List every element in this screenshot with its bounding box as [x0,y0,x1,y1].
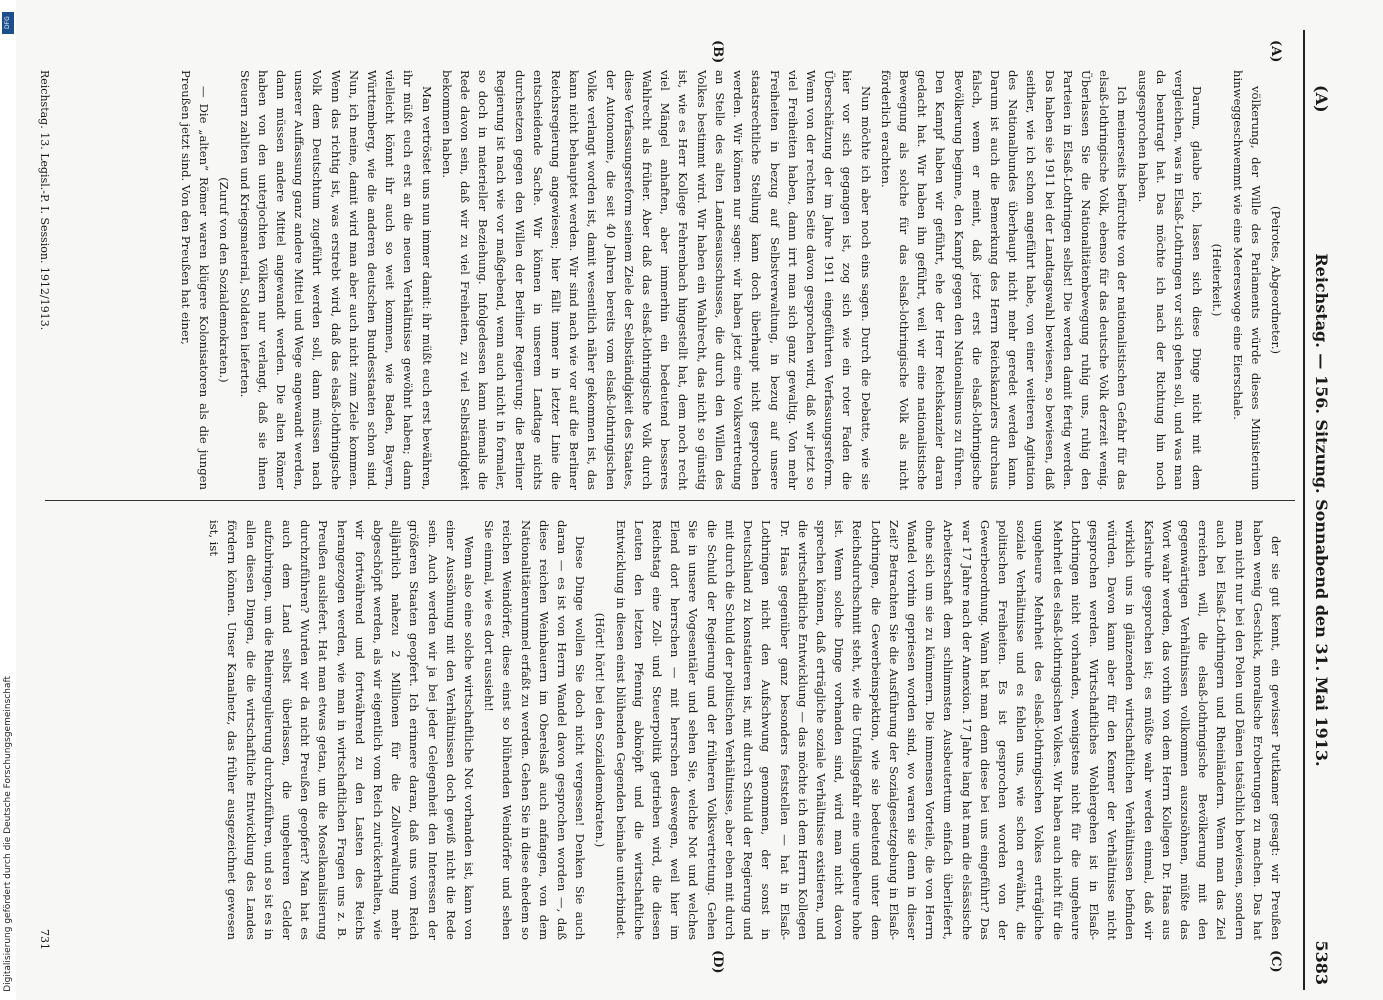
paragraph: Wenn also eine solche wirtschaftliche Not vorhanden ist, kann von einer Aussöhnung mit den Verhältnissen doch gewiß nicht die Rede sein. Auch werden wir ja bei jeder Gelegenheit den Interessen der größeren Staaten geopfert. Ich erinnere daran, daß uns vom Reich alljährlich nahezu 2 Millionen für die Zollverwaltung mehr abgeschöpft werden, als wir eigentlich vom Reich zurückerhalten, wie wir fortwährend und fortwährend zu den Lasten des Reichs herangezogen werden, wie man in wirtschaftlichen Fragen uns z. B. Preußen ausliefert. Hat man etwas getan, um die Moselkanalisierung durchzuführen? Wurden wir da nicht Preußen geopfert? Man hat es auch dem Land selbst überlassen, die ungeheuren Gelder aufzubringen, um die Rheinregulierung durchzuführen, und so ist es in allen diesen Dingen, die die wirtschaftliche Entwicklung des Landes fördern können. Unser Kanalnetz, das früher ausgezeichnet gewesen ist, ist [207,520,477,940]
dfg-logo: DFG [2,12,14,34]
paragraph: der sie gut kennt, ein gewisser Puttkamer gesagt: wir Preußen haben wenig Geschick, moralische Eroberungen zu machen. Das hat man nicht nur bei den Polen und Dänen tatsächlich bewiesen, sondern auch bei Elsaß-Lothringern und Rheinländern. Wenn man das Ziel erreichen will, die elsaß-lothringische Bevölkerung mit den gegenwärtigen Verhältnissen vollkommen auszusöhnen, müßte das Wort wahr werden, das vorhin von dem Herrn Kollegen Dr. Haas aus Karlsruhe gesprochen ist; es müßte wahr werden einmal, daß wir wirklich uns in glänzenden wirtschaftlichen Verhältnissen befinden würden. Davon kann aber für den Kenner der Verhältnisse nicht gesprochen werden. Wirtschaftliches Wohlergehen ist in Elsaß-Lothringen nicht vorhanden, wenigstens nicht für die ungeheure Mehrheit des elsaß-lothringischen Volkes. Wir haben auch nicht für die ungeheure Mehrheit des elsaß-lothringischen Volkes erträgliche soziale Verhältnisse und es fehlen uns, wie schon erwähnt, die politischen Freiheiten. Es ist gesprochen worden von der Gewerbeordnung. Wann hat man denn diese bei uns eingeführt? Das war 17 Jahre nach der Annexion. 17 Jahre lang hat man die elsässische Arbeiterschaft dem schlimmsten Ausbeutertum einfach überliefert, ohne sich um sie zu kümmern. Die immensen Vorteile, die von Herrn Wandel vorhin gepriesen worden sind, wo waren sie denn in dieser Zeit? Betrachten Sie die Ausführung der Sozialgesetzgebung in Elsaß-Lothringen, die Gewerbeinspektion, wie sie bedeutend unter dem Reichsdurchschnitt steht, wie die Unfallsgefahr eine ungeheure hohe ist. Wenn solche Dinge vorhanden sind, wird man nicht davon sprechen können, daß erträgliche soziale Verhältnisse existieren, und die wirtschaftliche Entwicklung — das möchte ich dem Herrn Kollegen Dr. Haas gegenüber ganz besonders feststellen — hat in Elsaß-Lothringen nicht den Aufschwung genommen, der sonst in Deutschland zu konstatieren ist, mit durch Schuld der Regierung und mit durch die Schuld der politischen Verhältnisse, aber eben mit durch die Schuld der Regierung und der früheren Volksvertretung. Gehen Sie in unsere Vogesentäler und sehen Sie, welche Not und welches Elend dort herrschen — mit herrschen deswegen, weil hier im Reichstag eine Zoll- und Steuerpolitik getrieben wird, die diesen Leuten den letzten Pfennig abknöpft und die wirtschaftliche Entwicklung in diesen einst blühenden Gegenden beinahe unterbindet. [613,520,1283,940]
folio-number: 731 [38,929,51,950]
right-column [55,520,1285,940]
margin-marker-d: (D) [710,950,725,974]
speaker-label: (Peirotes, Abgeordneter.) [1269,205,1283,355]
paragraph: völkerung, der Wille des Parlaments würde dieses Ministerium hinweggeschwemmt wie eine Meereswoge eine Eierschale. [1230,70,1263,490]
page-header [1303,30,1345,990]
column-divider [45,500,1295,501]
margin-marker-b: (B) [710,40,725,64]
session-reference: Reichstag. 13. Legisl.-P. I. Session. 1912/1913. [38,70,51,331]
margin-marker-c: (C) [1268,950,1283,973]
paragraph: — Die „alten“ Römer waren klügere Kolonisatoren als die jungen Preußen jetzt sind. Von den Preußen hat einer, [179,70,212,490]
interjection: (Zuruf von den Sozialdemokraten.) [217,177,232,383]
margin-marker-a: (A) [1268,40,1283,63]
paragraph: Diese Dinge wollen Sie doch nicht vergessen! Denken Sie auch daran — es ist von Herrn Wandel davon gesprochen worden —, daß diese reichen Weinbauern im Oberelsaß auch anfangen, von dem Nationalitätenrummel erfaßt zu werden. Gehen Sie in diese ehedem so reichen Weindörfer, diese einst so blühenden Weindörfer und sehen Sie einmal, wie es dort aussieht! [482,520,588,940]
header-title: Reichstag. — 156. Sitzung. Sonnabend den 31. Mai 1913. [1312,253,1331,767]
paragraph: Darum, glaube ich, lassen sich diese Dinge nicht mit dem vergleichen, was in Elsaß-Lothringen vor sich gehen soll, und was man da beantragt hat. Das möchte ich nach der Richtung hin noch ausgesprochen haben. [1135,70,1205,490]
paragraph: Nun möchte ich aber noch eins sagen. Durch die Debatte, wie sie hier vor sich gegangen ist, zog sich wie ein roter Faden die Überschätzung der im Jahre 1911 eingeführten Verfassungsreform. Wenn von der rechten Seite davon gesprochen wird, daß wir jetzt so viel Freiheiten haben, dann irrt man sich ganz gewaltig. Von mehr Freiheiten in bezug auf Selbstverwaltung, in bezug auf unsere staatsrechtliche Stellung kann doch überhaupt nicht gesprochen werden. Wir können nur sagen: wir haben jetzt eine Volksvertretung an Stelle des alten Landesausschusses, die durch den Willen des Volkes bestimmt wird. Wir haben ein Wahlrecht, das nicht so günstig ist, wie es Herr Kollege Fehrenbach hingestellt hat, dem noch recht viel Mängel anhaften, aber immerhin ein bedeutend besseres Wahlrecht als früher. Aber daß das elsaß-lothringische Volk durch diese Verfassungsreform seinem Ziele der Selbständigkeit des Staates, der Autonomie, die seit 40 Jahren bereits vom elsaß-lothringischen Volke verlangt worden ist, damit wesentlich näher gekommen ist, das kann nicht behauptet werden. Wir sind nach wie vor auf die Berliner Reichsregierung angewiesen; hier fällt immer in letzter Linie die entscheidende Sache. Wir können in unserem Landtage nichts durchsetzen gegen den Willen der Berliner Regierung; die Berliner Regierung ist nach wie vor maßgebend, wenn auch nicht in formaler, so doch in materieller Beziehung. Infolgedessen kann niemals die Rede davon sein, daß wir zu viel Freiheiten, zu viel Selbständigkeit bekommen haben. [439,70,873,490]
left-column [55,70,1285,490]
digitization-credit: Digitalisierung gefördert durch die Deutsche Forschungsgemeinschaft [3,676,13,992]
interjection: (Hört! hört! bei den Sozialdemokraten.) [593,612,608,848]
rotated-page [5,30,1345,990]
page-number: 5383 [1312,940,1331,985]
paragraph: Ich meinerseits befürchte von der nationalistischen Gefahr für das elsaß-lothringische Volk, ebenso für das deutsche Volk derzeit wenig. Überlassen Sie die Nationalitätenbewegung ruhig uns, ruhig den Parteien in Elsaß-Lothringen selbst! Die werden damit fertig werden. Das haben sie 1911 bei der Landtagswahl bewiesen, so bewiesen, daß seither, wie ich schon angeführt habe, von einer weiteren Agitation des Nationalbundes überhaupt nicht mehr geredet werden kann. Darum ist auch die Bemerkung des Herrn Reichskanzlers durchaus falsch, wenn er meint, daß jetzt erst die elsaß-lothringische Bevölkerung beginne, den Kampf gegen den Nationalismus zu führen. Den Kampf haben wir geführt, ehe der Herr Reichskanzler daran gedacht hat. Wir haben ihn geführt, weil wir eine nationalistische Bewegung als solche für das elsaß-lothringische Volk als nicht förderlich erachten. [878,70,1130,490]
header-marker: (A) [1312,85,1331,113]
paragraph: Man vertröstet uns nun immer damit: ihr müßt euch erst bewähren, ihr müßt euch erst an die neuen Verhältnisse gewöhnt haben; dann vielleicht könnt ihr auch so weit kommen, wie Baden, Bayern, Württemberg, wie die anderen deutschen Bundesstaaten schon sind. Nun, ich meine, damit wird man aber auch nicht zum Ziele kommen. Wenn das richtig ist, was erstrebt wird, daß das elsaß-lothringische Volk dem Deutschtum zugeführt werden soll, dann müssen nach unserer Auffassung ganz andere Mittel und Wege angewandt werden, dann müssen andere Mittel angewandt werden. Die alten Römer haben von den unterjochten Völkern nur verlangt, daß sie ihnen Steuern zahlten und Kriegsmaterial, Soldaten lieferten. [237,70,434,490]
interjection: (Heiterkeit.) [1210,243,1225,317]
page-footer [25,70,55,950]
